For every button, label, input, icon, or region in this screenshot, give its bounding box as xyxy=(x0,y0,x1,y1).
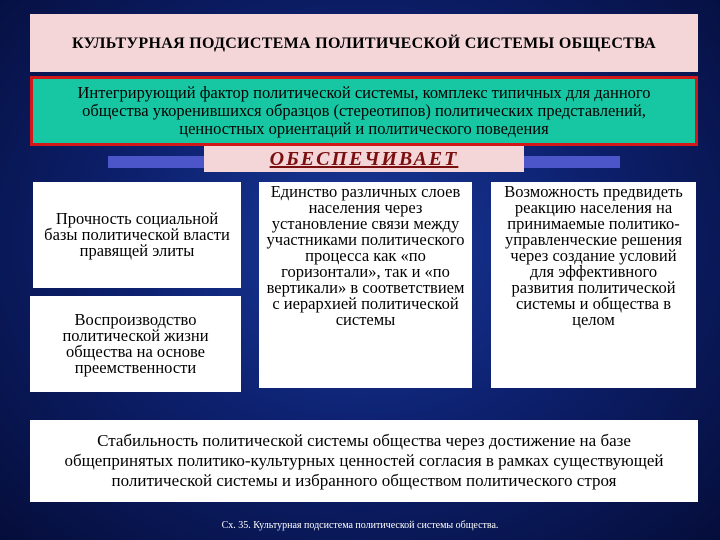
definition-box: Интегрирующий фактор политической системы, комплекс типичных для данного общества укоренившихся образцов (стереотипов) политических представлений, ценностных ориентаций и политического поведения xyxy=(30,76,698,146)
ensures-label: ОБЕСПЕЧИВАЕТ xyxy=(204,146,524,172)
diagram-title: КУЛЬТУРНАЯ ПОДСИСТЕМА ПОЛИТИЧЕСКОЙ СИСТЕМЫ ОБЩЕСТВА xyxy=(30,14,698,72)
function-reproduction: Воспроизводство политической жизни общества на основе преемственности xyxy=(30,296,241,392)
figure-caption: Сх. 35. Культурная подсистема политической системы общества. xyxy=(221,519,499,531)
function-unity: Единство различных слоев населения через установление связи между участниками политического процесса как «по горизонтали», так и «по вертикали» в соответствием с иерархией политической системы xyxy=(259,182,472,388)
connector-line-right xyxy=(524,156,620,168)
stability-box: Стабильность политической системы общества через достижение на базе общепринятых политико-культурных ценностей согласия в рамках существующей политической системы и избранного обществом политического строя xyxy=(30,420,698,502)
function-forecast: Возможность предвидеть реакцию населения на принимаемые политико-управленческие решения через создание условий для эффективного развития политической системы и общества в целом xyxy=(491,182,696,388)
connector-line-left xyxy=(108,156,204,168)
function-social-base: Прочность социальной базы политической власти правящей элиты xyxy=(33,182,241,288)
